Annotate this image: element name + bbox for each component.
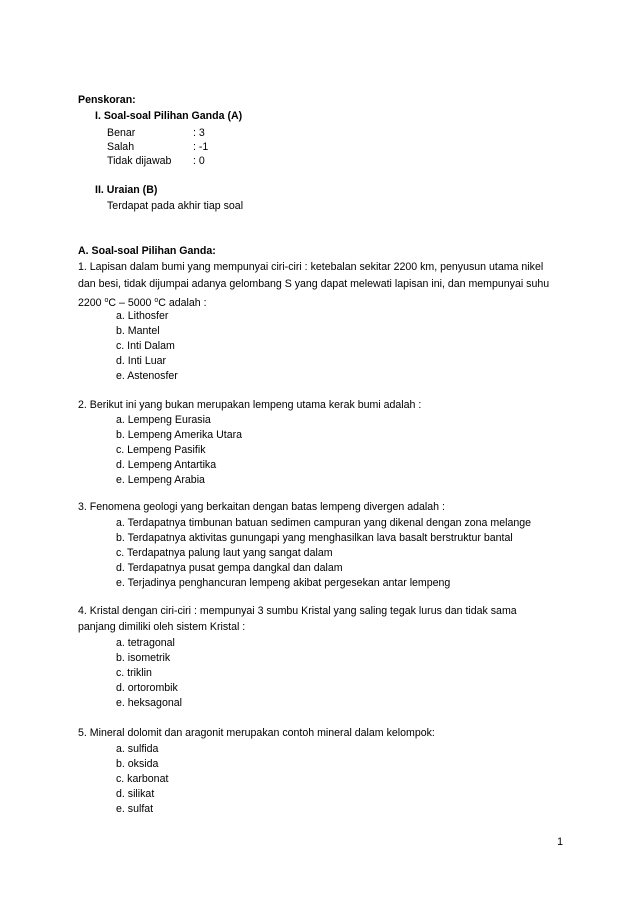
question-1-text-c: C adalah : xyxy=(158,297,207,309)
q4-option-b: b. isometrik xyxy=(116,652,171,664)
page-number: 1 xyxy=(557,836,563,848)
q1-option-c: c. Inti Dalam xyxy=(116,340,175,352)
q2-option-a: a. Lempeng Eurasia xyxy=(116,414,211,426)
q5-option-a: a. sulfida xyxy=(116,743,159,755)
question-4-line-1: 4. Kristal dengan ciri-ciri : mempunyai 3 sumbu Kristal yang saling tegak lurus dan tidak sama xyxy=(78,605,517,617)
score-row-benar xyxy=(107,127,205,140)
q4-option-d: d. ortorombik xyxy=(116,682,178,694)
score-label: Salah xyxy=(107,141,135,153)
q2-option-e: e. Lempeng Arabia xyxy=(116,474,205,486)
q3-option-a: a. Terdapatnya timbunan batuan sedimen campuran yang dikenal dengan zona melange xyxy=(116,517,532,529)
part-a-heading: A. Soal-soal Pilihan Ganda: xyxy=(78,245,216,257)
q3-option-c: c. Terdapatnya palung laut yang sangat dalam xyxy=(116,547,333,559)
q5-option-b: b. oksida xyxy=(116,758,159,770)
scoring-section-2: II. Uraian (B) xyxy=(95,184,158,196)
q5-option-e: e. sulfat xyxy=(116,803,154,815)
q5-option-d: d. silikat xyxy=(116,788,155,800)
q2-option-d: d. Lempeng Antartika xyxy=(116,459,217,471)
q4-option-c: c. triklin xyxy=(116,667,152,679)
q5-option-c: c. karbonat xyxy=(116,773,169,785)
q3-option-d: d. Terdapatnya pusat gempa dangkal dan dalam xyxy=(116,562,343,574)
q3-option-b: b. Terdapatnya aktivitas gunungapi yang menghasilkan lava basalt berstruktur bantal xyxy=(116,532,513,544)
degree-symbol: o xyxy=(104,297,109,304)
question-1-line-3 xyxy=(78,294,207,310)
score-row-salah xyxy=(107,141,208,154)
question-1-text-b: C – 5000 xyxy=(108,297,155,309)
scoring-heading: Penskoran: xyxy=(78,94,136,106)
q1-option-b: b. Mantel xyxy=(116,325,160,337)
question-1-line-2: dan besi, tidak dijumpai adanya gelombang S yang dapat melewati lapisan ini, dan mempunyai suhu xyxy=(78,278,550,290)
score-label: Tidak dijawab xyxy=(107,155,172,167)
score-value: : 3 xyxy=(193,127,205,139)
score-label: Benar xyxy=(107,127,136,139)
degree-symbol: o xyxy=(154,297,159,304)
q1-option-e: e. Astenosfer xyxy=(116,370,178,382)
scoring-section-2-note: Terdapat pada akhir tiap soal xyxy=(107,200,244,212)
score-value: : 0 xyxy=(193,155,205,167)
question-2-text: 2. Berikut ini yang bukan merupakan lempeng utama kerak bumi adalah : xyxy=(78,399,422,411)
q4-option-e: e. heksagonal xyxy=(116,697,182,709)
q3-option-e: e. Terjadinya penghancuran lempeng akibat pergesekan antar lempeng xyxy=(116,577,451,589)
question-5-text: 5. Mineral dolomit dan aragonit merupakan contoh mineral dalam kelompok: xyxy=(78,727,435,739)
q2-option-c: c. Lempeng Pasifik xyxy=(116,444,206,456)
q2-option-b: b. Lempeng Amerika Utara xyxy=(116,429,243,441)
question-1-line-1: 1. Lapisan dalam bumi yang mempunyai ciri-ciri : ketebalan sekitar 2200 km, penyusun utama nikel xyxy=(78,261,544,273)
score-value: : -1 xyxy=(193,141,209,153)
scoring-section-1: I. Soal-soal Pilihan Ganda (A) xyxy=(95,110,243,122)
question-1-text-a: 2200 xyxy=(78,297,105,309)
q4-option-a: a. tetragonal xyxy=(116,637,175,649)
q1-option-d: d. Inti Luar xyxy=(116,355,167,367)
q1-option-a: a. Lithosfer xyxy=(116,310,169,322)
question-4-line-2: panjang dimiliki oleh sistem Kristal : xyxy=(78,621,246,633)
question-3-text: 3. Fenomena geologi yang berkaitan dengan batas lempeng divergen adalah : xyxy=(78,501,445,513)
score-row-tidak-dijawab xyxy=(107,155,205,168)
